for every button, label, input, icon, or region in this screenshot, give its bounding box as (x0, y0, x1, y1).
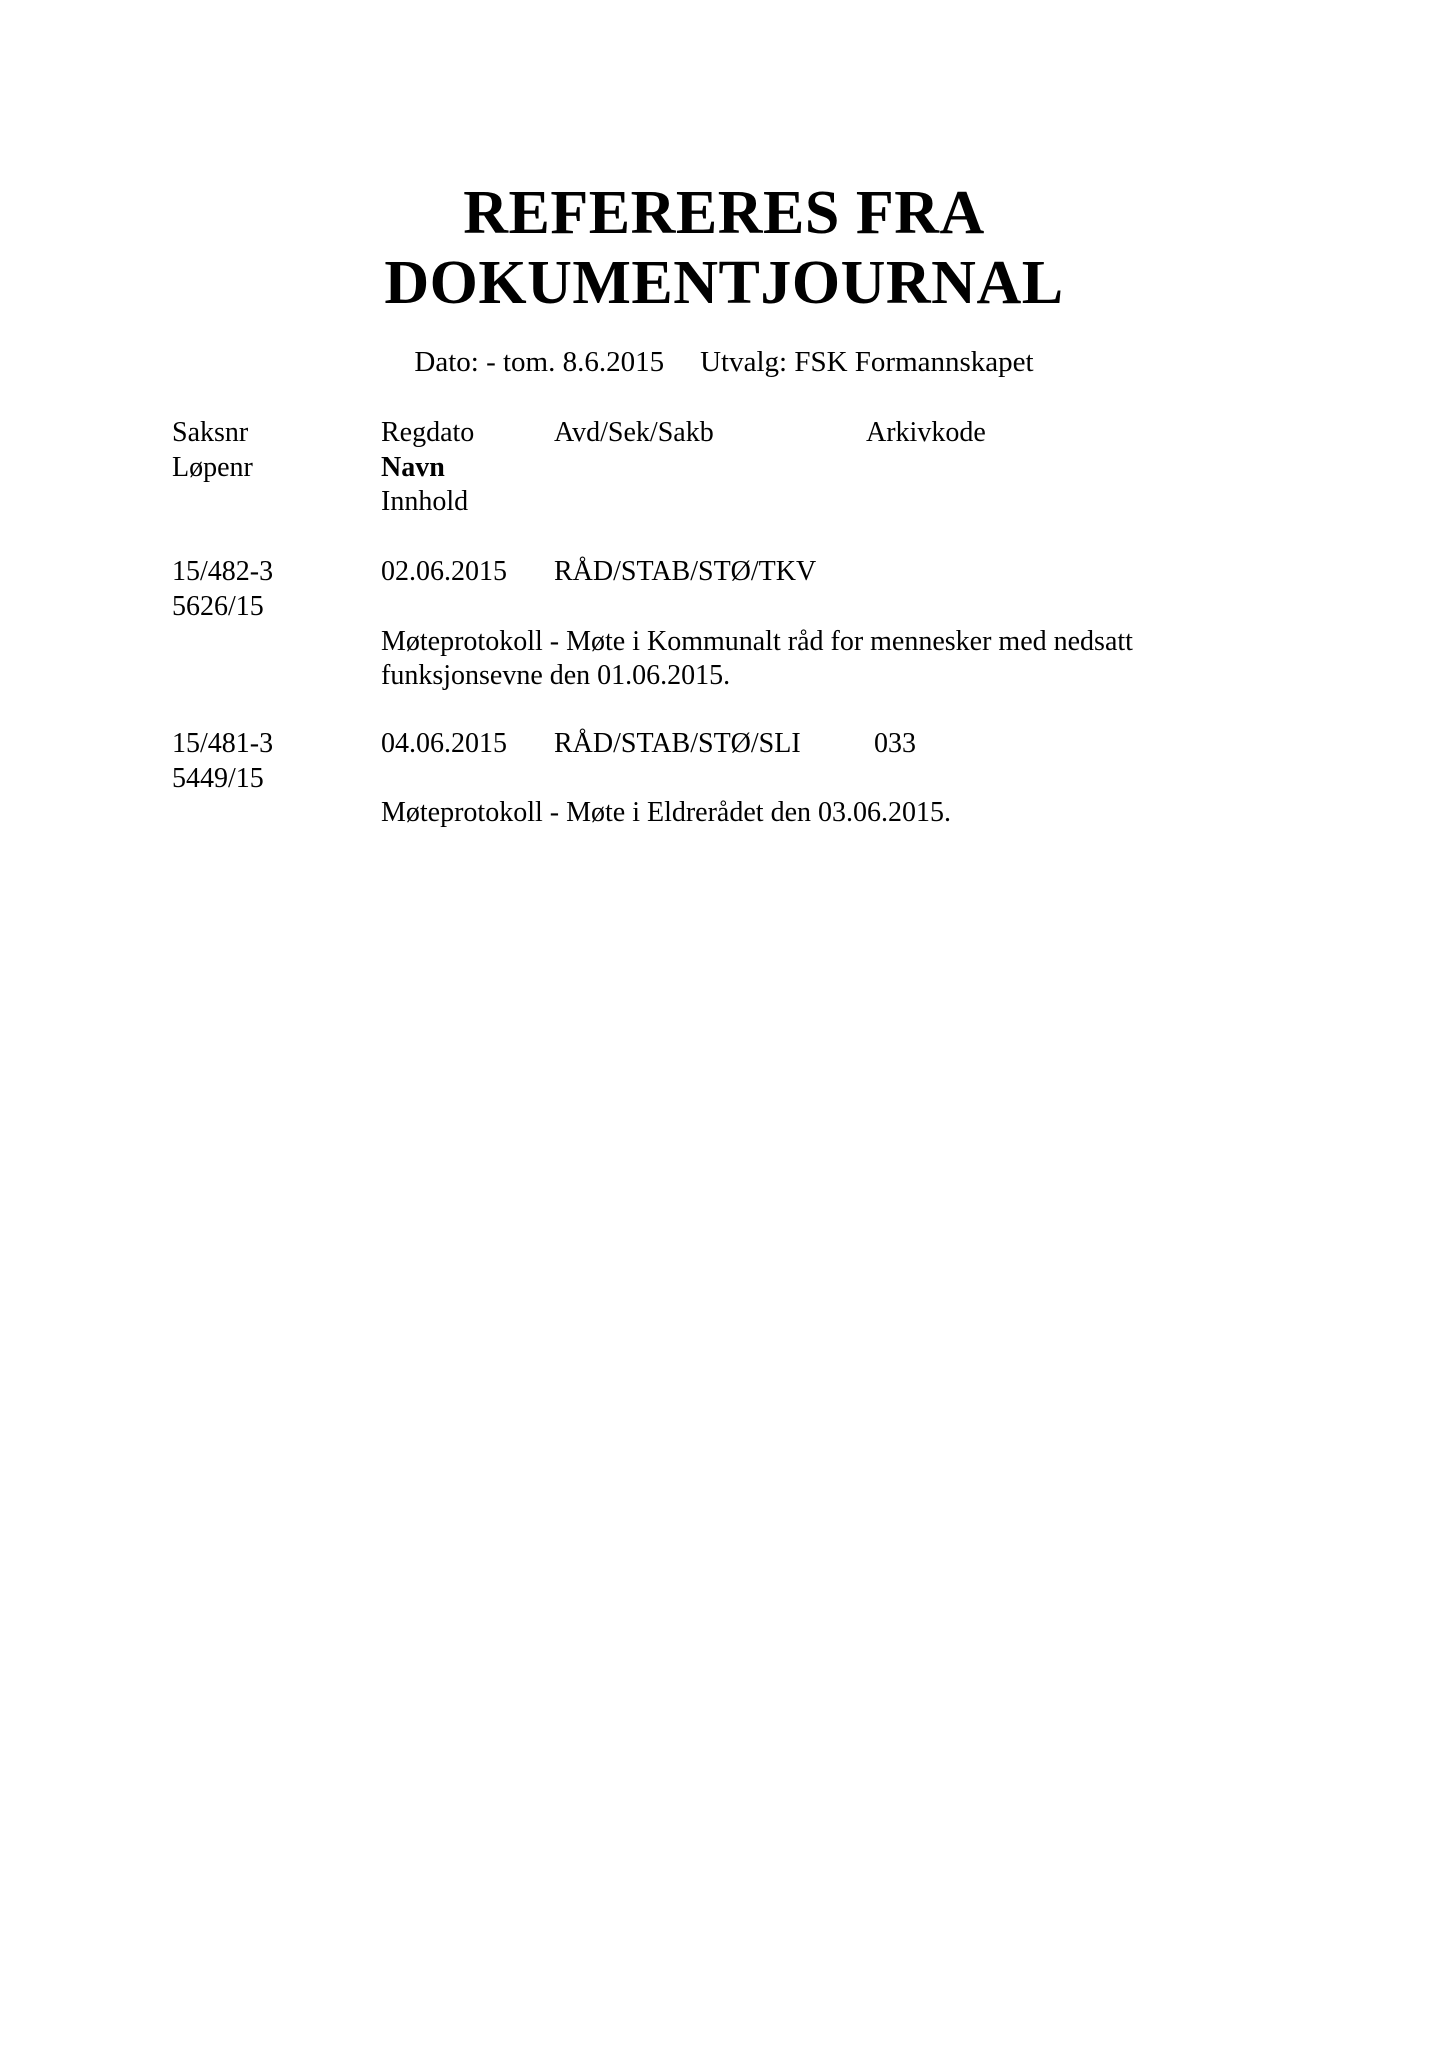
header-lopenr: Løpenr (172, 452, 253, 483)
entry-avd: RÅD/STAB/STØ/SLI (554, 728, 801, 759)
header-saksnr: Saksnr (172, 417, 249, 448)
entry-arkivkode: 033 (874, 728, 916, 759)
document-subtitle (0, 344, 1448, 380)
header-arkivkode: Arkivkode (866, 417, 986, 448)
entry-innhold: Møteprotokoll - Møte i Eldrerådet den 03.06.2015. (381, 797, 951, 828)
document-title (0, 178, 1448, 318)
committee: Utvalg: FSK Formannskapet (700, 346, 1034, 378)
title-line-2: DOKUMENTJOURNAL (384, 249, 1064, 317)
entry-innhold: Møteprotokoll - Møte i Kommunalt råd for mennesker med nedsatt funksjonsevne den 01.06.2015. (381, 626, 1133, 691)
header-navn: Navn (381, 452, 445, 483)
header-innhold: Innhold (381, 486, 469, 517)
title-line-1: REFERERES FRA (463, 179, 985, 247)
date-range: Dato: - tom. 8.6.2015 (414, 346, 665, 378)
entry-regdato: 02.06.2015 (381, 556, 507, 587)
entry-lopenr: 5449/15 (172, 763, 264, 794)
entry-lopenr: 5626/15 (172, 591, 264, 622)
entry-avd: RÅD/STAB/STØ/TKV (554, 556, 817, 587)
entry-regdato: 04.06.2015 (381, 728, 507, 759)
entry-saksnr: 15/482-3 (172, 556, 274, 587)
header-avd: Avd/Sek/Sakb (554, 417, 714, 448)
header-regdato: Regdato (381, 417, 475, 448)
entry-saksnr: 15/481-3 (172, 728, 274, 759)
